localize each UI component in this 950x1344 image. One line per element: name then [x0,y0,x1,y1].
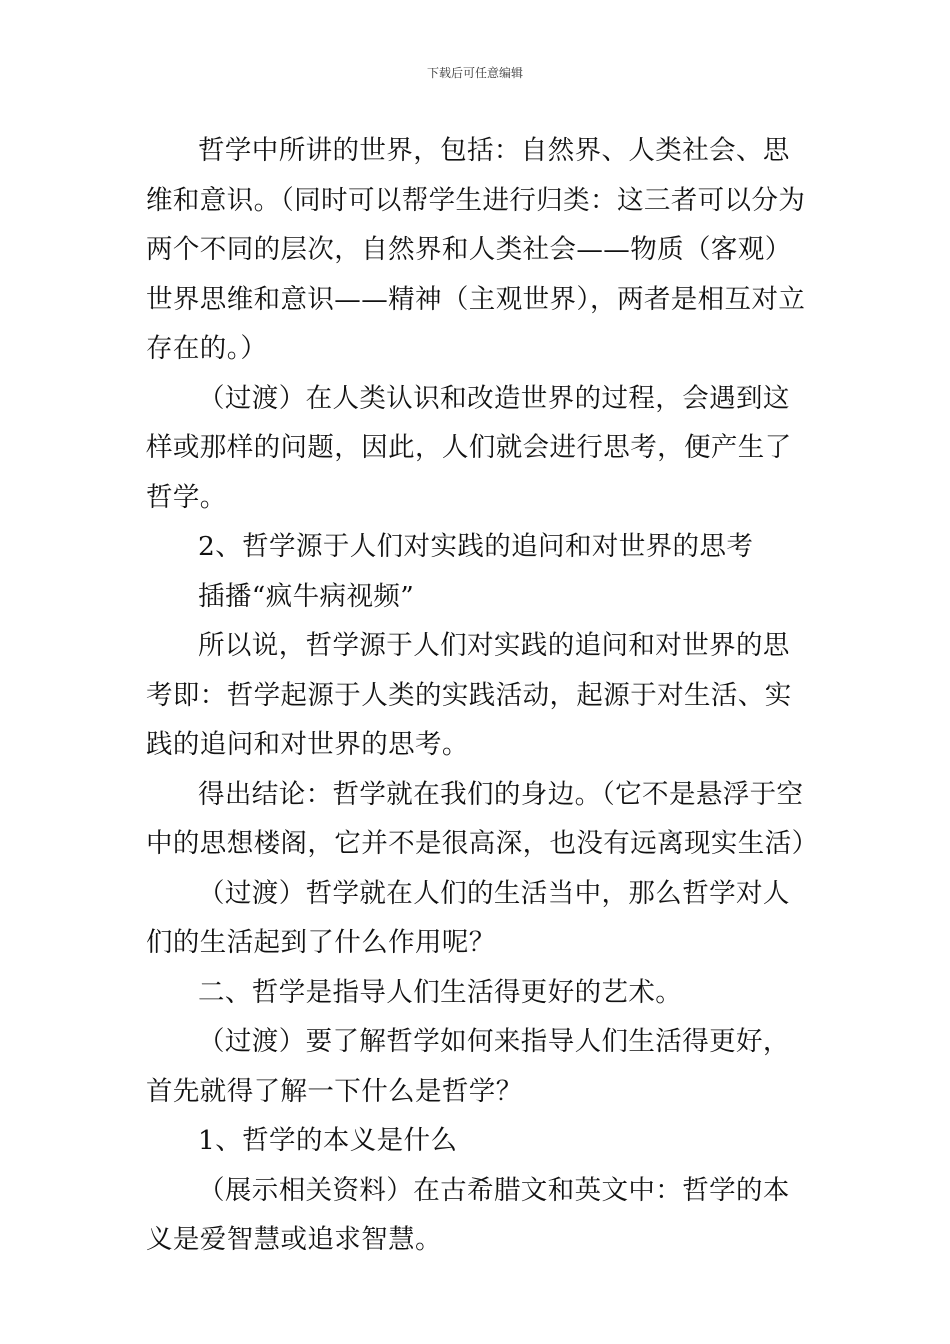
document-body [146,126,819,1265]
paragraph-transition-philosophy-origin: （过渡）在人类认识和改造世界的过程，会遇到这样或那样的问题，因此，人们就会进行思考，便产生了哲学。 [146,382,792,513]
paragraph-video-insert: 插播“疯牛病视频” [198,580,415,612]
paragraph-conclusion: 得出结论：哲学就在我们的身边。（它不是悬浮于空中的思想楼阁，它并不是很高深，也没有远离现实生活） [146,778,819,859]
paragraph-transition-what-is: （过渡）要了解哲学如何来指导人们生活得更好，首先就得了解一下什么是哲学？ [146,1026,790,1107]
paragraph-philosophy-source-conclusion: 所以说，哲学源于人们对实践的追问和对世界的思考即：哲学起源于人类的实践活动，起源于对生活、实践的追问和对世界的思考。 [146,630,792,760]
section-heading-philosophy-art: 二、哲学是指导人们生活得更好的艺术。 [198,976,683,1008]
paragraph-world-definition: 哲学中所讲的世界，包括：自然界、人类社会、思维和意识。（同时可以帮学生进行归类：这三者可以分为两个不同的层次，自然界和人类社会——物质（客观）世界思维和意识——精神（主观世界），两者是相互对立存在的。） [146,135,806,364]
section-heading-philosophy-source: 2、哲学源于人们对实践的追问和对世界的思考 [198,531,754,562]
paragraph-original-meaning: （展示相关资料）在古希腊文和英文中：哲学的本义是爱智慧或追求智慧。 [146,1174,790,1255]
section-heading-original-meaning: 1、哲学的本义是什么 [198,1125,458,1156]
paragraph-transition-role: （过渡）哲学就在人们的生活当中，那么哲学对人们的生活起到了什么作用呢？ [146,877,790,958]
page-header-note: 下载后可任意编辑 [426,66,523,80]
